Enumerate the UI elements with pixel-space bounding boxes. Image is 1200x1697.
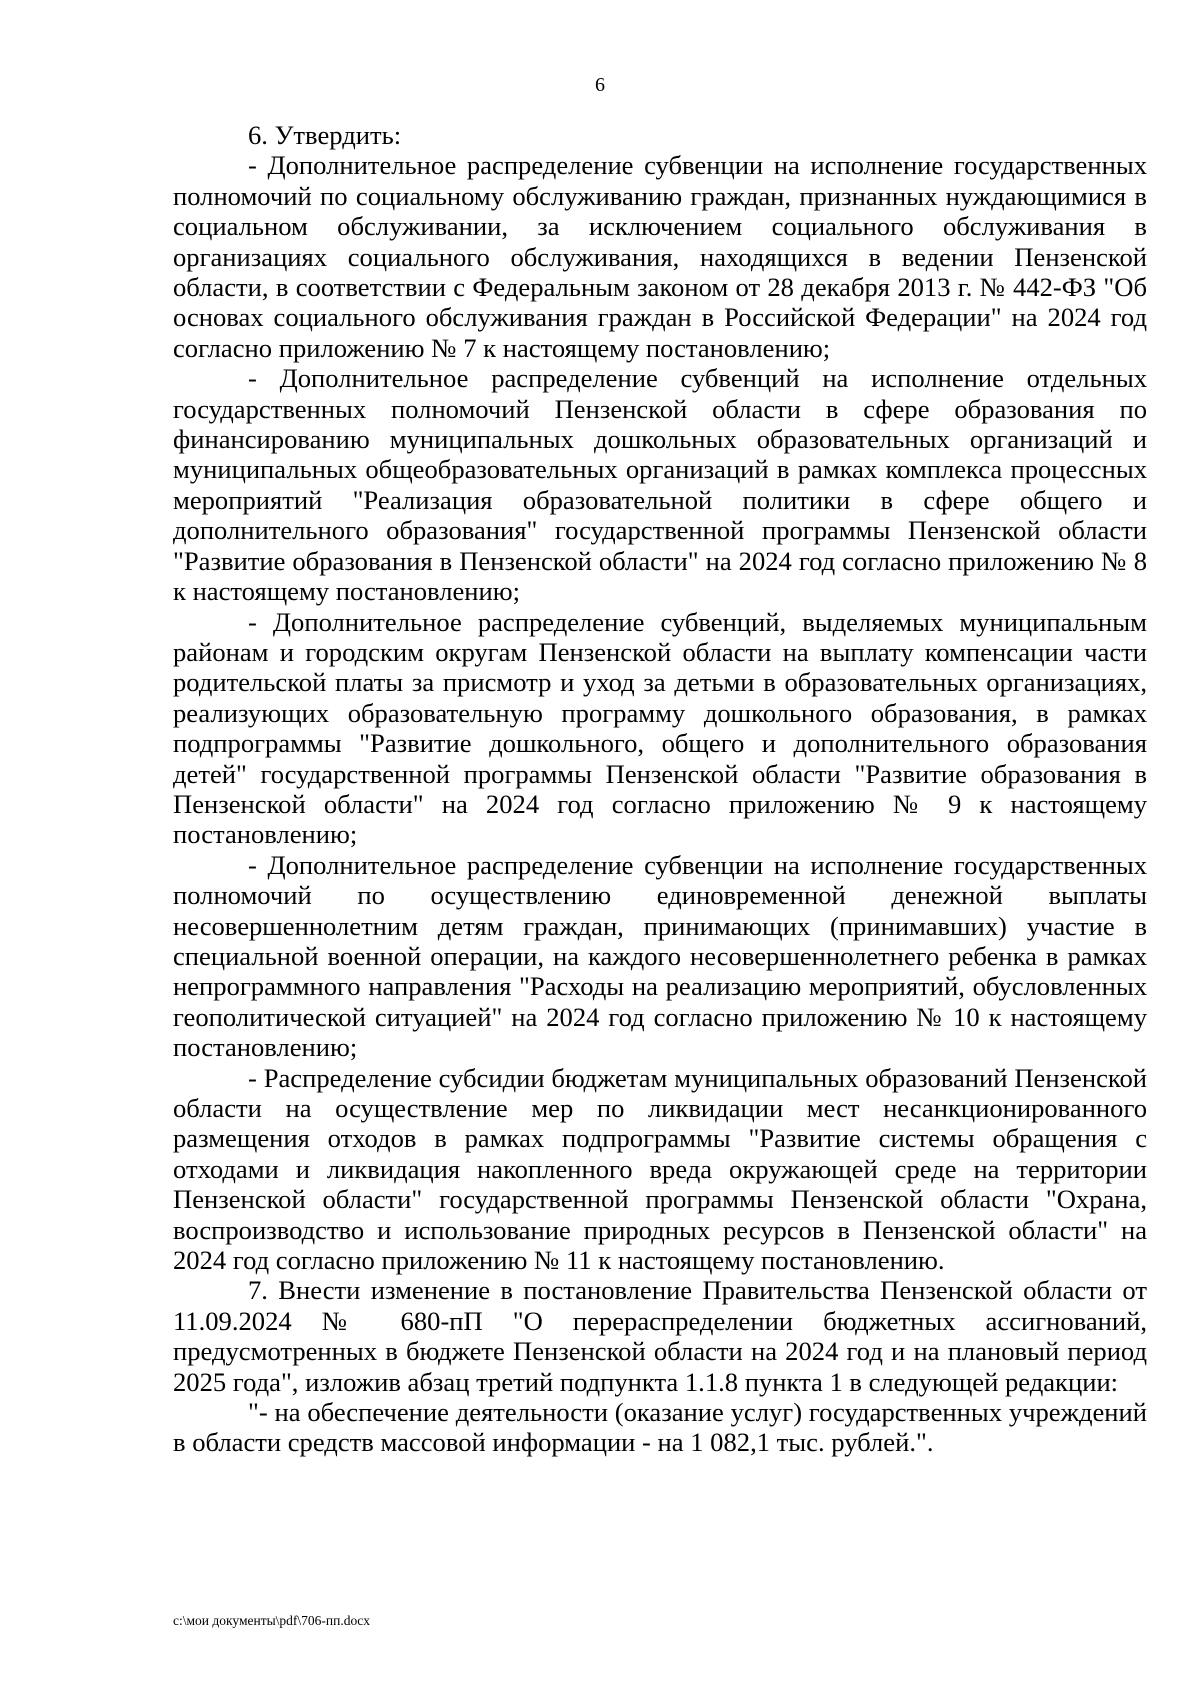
paragraph-item-7-quote: "- на обеспечение деятельности (оказание услуг) государственных учреждений в области средств массовой информации - на 1 082,1 тыс. рублей.".: [173, 1397, 1147, 1458]
paragraph-appendix-10: - Дополнительное распределение субвенции на исполнение государственных полномочий по осуществлению единовременной денежной выплаты несовершеннолетним детям граждан, принимающих (принимавших) участие в специальной военной операции, на каждого несовершеннолетнего ребенка в рамках непрограммного направления "Расходы на реализацию мероприятий, обусловленных геополитической ситуацией" на 2024 год согласно приложению № 10 к настоящему постановлению;: [173, 849, 1147, 1063]
document-body: [173, 120, 1147, 1458]
paragraph-appendix-11: - Распределение субсидии бюджетам муниципальных образований Пензенской области на осуществление мер по ликвидации мест несанкционированного размещения отходов в рамках подпрограммы "Развитие системы обращения с отходами и ликвидация накопленного вреда окружающей среде на территории Пензенской области" государственной программы Пензенской области "Охрана, воспроизводство и использование природных ресурсов в Пензенской области" на 2024 год согласно приложению № 11 к настоящему постановлению.: [173, 1062, 1147, 1276]
paragraph-item-6-heading: 6. Утвердить:: [248, 120, 402, 150]
paragraph-item-7: 7. Внести изменение в постановление Правительства Пензенской области от 11.09.2024 № 680-пП "О перераспределении бюджетных ассигнований, предусмотренных в бюджете Пензенской области на 2024 год и на плановый период 2025 года", изложив абзац третий подпункта 1.1.8 пункта 1 в следующей редакции:: [173, 1275, 1147, 1397]
footer-file-path: c:\мои документы\pdf\706-пп.docx: [173, 1613, 370, 1628]
paragraph-appendix-7: - Дополнительное распределение субвенции на исполнение государственных полномочий по социальному обслуживанию граждан, признанных нуждающимися в социальном обслуживании, за исключением социального обслуживания в организациях социального обслуживания, находящихся в ведении Пензенской области, в соответствии с Федеральным законом от 28 декабря 2013 г. № 442-ФЗ "Об основах социального обслуживания граждан в Российской Федерации" на 2024 год согласно приложению № 7 к настоящему постановлению;: [173, 150, 1147, 363]
paragraph-appendix-9: - Дополнительное распределение субвенций, выделяемых муниципальным районам и городским округам Пензенской области на выплату компенсации части родительской платы за присмотр и уход за детьми в образовательных организациях, реализующих образовательную программу дошкольного образования, в рамках подпрограммы "Развитие дошкольного, общего и дополнительного образования детей" государственной программы Пензенской области "Развитие образования в Пензенской области" на 2024 год согласно приложению № 9 к настоящему постановлению;: [173, 606, 1147, 850]
paragraph-appendix-8: - Дополнительное распределение субвенций на исполнение отдельных государственных полномочий Пензенской области в сфере образования по финансированию муниципальных дошкольных образовательных организаций и муниципальных общеобразовательных организаций в рамках комплекса процессных мероприятий "Реализация образовательной политики в сфере общего и дополнительного образования" государственной программы Пензенской области "Развитие образования в Пензенской области" на 2024 год согласно приложению № 8 к настоящему постановлению;: [173, 363, 1147, 607]
page-number: 6: [595, 74, 605, 96]
